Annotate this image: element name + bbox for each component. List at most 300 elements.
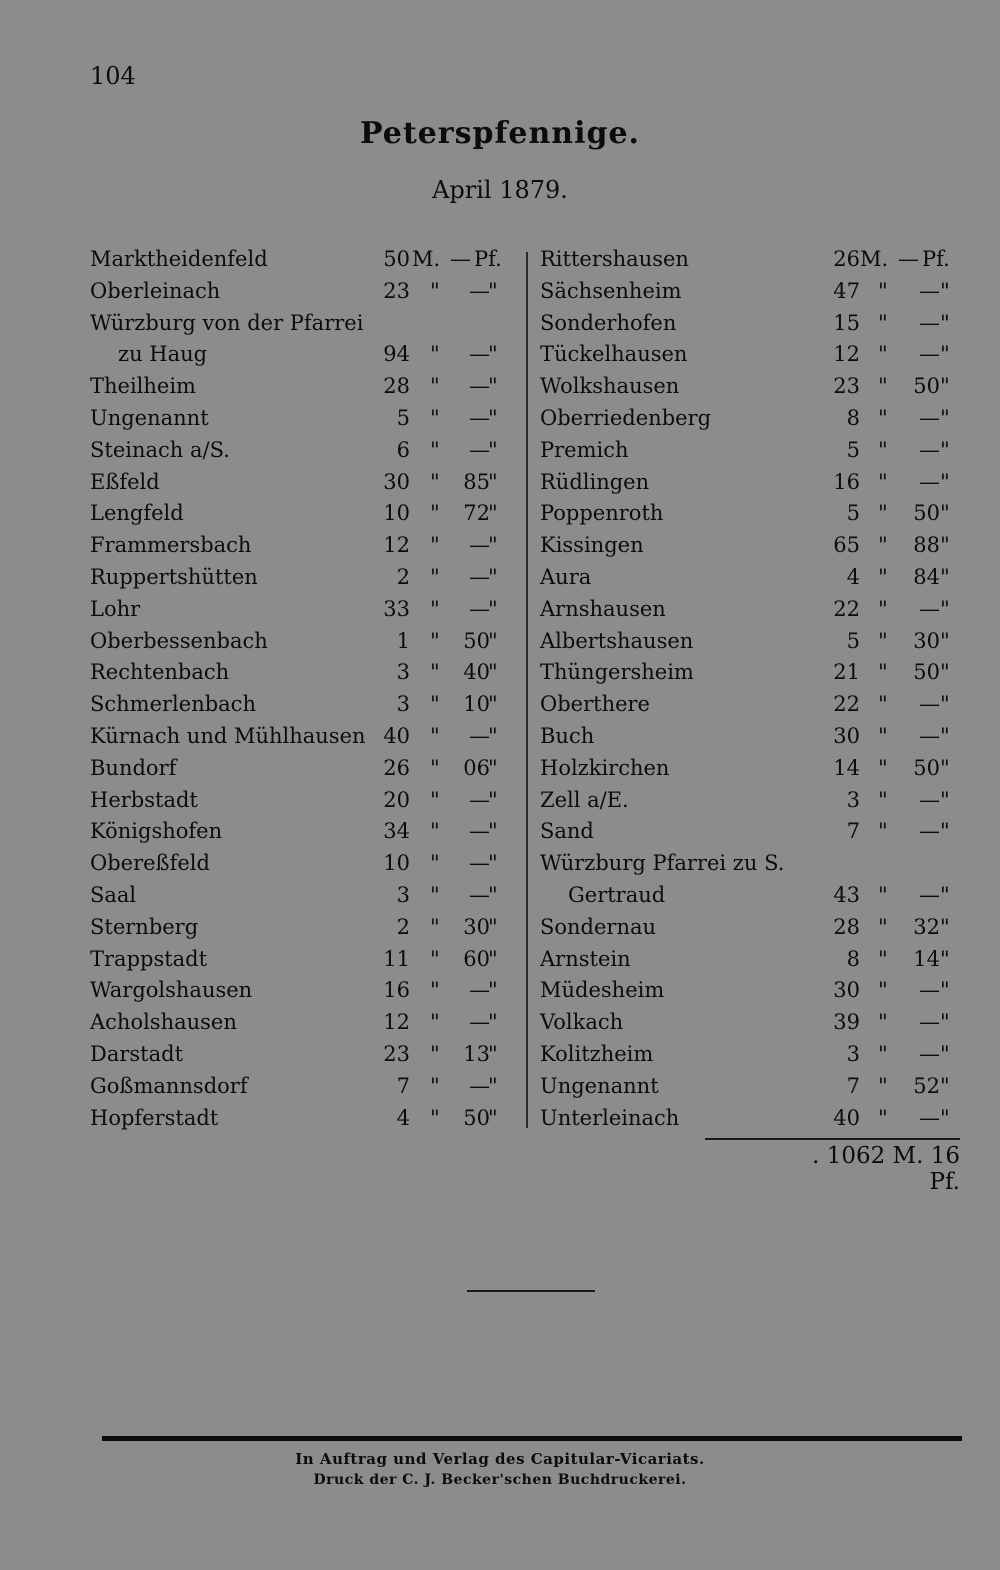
amount-mark: 1 [396,628,410,653]
place-name: Sand [540,819,594,844]
unit-pfennig: Pf. [922,247,950,271]
amount-mark: 3 [396,882,410,907]
amount-pfennig: — [469,533,490,558]
place-name: Obereßfeld [90,851,210,876]
place-name: Sternberg [90,914,199,939]
ditto-mark: " [940,310,950,335]
amount-pfennig: 85 [463,469,490,494]
ditto-mark: " [878,946,888,971]
ditto-mark: " [430,946,440,971]
place-name: Oberleinach [90,278,221,303]
ditto-mark: " [430,564,440,589]
place-name: Arnshausen [540,596,666,621]
ledger-row [540,1071,960,1103]
ditto-mark: " [488,628,498,653]
ditto-mark: " [488,914,498,939]
amount-pfennig: — [469,596,490,621]
place-name: Zell a/E. [540,787,629,812]
ditto-mark: " [488,851,498,876]
total-rule [705,1138,960,1140]
ledger-row [90,753,508,785]
amount-mark: 7 [846,1073,860,1098]
amount-pfennig: 06 [463,755,490,780]
place-name: Bundorf [90,755,177,780]
ledger-row [540,657,960,689]
amount-mark: 40 [833,1105,860,1130]
place-name: Rechtenbach [90,660,230,685]
amount-mark: 3 [846,1041,860,1066]
ledger-row [540,848,960,880]
place-name: Holzkirchen [540,755,670,780]
ledger-row [540,403,960,435]
amount-mark: 28 [833,914,860,939]
amount-pfennig: — [919,787,940,812]
ditto-mark: " [488,405,498,430]
place-name: Kolitzheim [540,1041,654,1066]
amount-pfennig: 30 [463,914,490,939]
ditto-mark: " [878,755,888,780]
ledger-row [90,562,508,594]
amount-mark: 8 [846,405,860,430]
amount-mark: 2 [396,914,410,939]
ditto-mark: " [940,660,950,685]
amount-mark: 26 [383,755,410,780]
amount-mark: 23 [383,1041,410,1066]
place-name: Gertraud [568,882,666,907]
ledger-row [540,1007,960,1039]
ditto-mark: " [940,405,950,430]
ditto-mark: " [940,342,950,367]
amount-mark: 11 [383,946,410,971]
ditto-mark: " [878,437,888,462]
amount-pfennig: — [919,437,940,462]
ditto-mark: " [878,660,888,685]
ditto-mark: " [488,1041,498,1066]
place-name: Sonderhofen [540,310,677,335]
ledger-row [540,721,960,753]
amount-mark: 14 [833,755,860,780]
ledger-row [90,498,508,530]
ditto-mark: " [488,946,498,971]
ditto-mark: " [488,755,498,780]
place-name: Buch [540,723,595,748]
ledger-row [540,594,960,626]
ditto-mark: " [940,882,950,907]
grand-total: . 1062 M. 16 Pf. [812,1143,960,1195]
ledger-row [90,1007,508,1039]
amount-pfennig: — [919,469,940,494]
amount-mark: 4 [396,1105,410,1130]
amount-pfennig: 50 [463,1105,490,1130]
ditto-mark: " [430,628,440,653]
amount-pfennig: — [919,692,940,717]
amount-pfennig: — [469,564,490,589]
end-rule [467,1290,595,1292]
amount-pfennig: 30 [913,628,940,653]
ditto-mark: " [940,787,950,812]
amount-mark: 3 [846,787,860,812]
ditto-mark: " [430,978,440,1003]
ditto-mark: " [488,787,498,812]
ditto-mark: " [878,692,888,717]
ditto-mark: " [488,1010,498,1035]
unit-mark: M. [412,247,441,271]
amount-pfennig: — [469,278,490,303]
place-name: Hopferstadt [90,1105,219,1130]
place-name: Wargolshausen [90,978,253,1003]
amount-pfennig: — [469,978,490,1003]
column-divider [526,252,528,1128]
place-name: Poppenroth [540,501,664,526]
page-number: 104 [90,62,136,90]
ditto-mark: " [940,1010,950,1035]
amount-mark: 12 [383,1010,410,1035]
amount-mark: 30 [383,469,410,494]
ditto-mark: " [488,819,498,844]
ledger-row [90,1071,508,1103]
place-name: Schmerlenbach [90,692,256,717]
ditto-mark: " [488,564,498,589]
amount-mark: 21 [833,660,860,685]
amount-pfennig: — [469,405,490,430]
ledger-row [540,498,960,530]
ditto-mark: " [878,469,888,494]
amount-pfennig: — [469,882,490,907]
place-name: Steinach a/S. [90,437,230,462]
ledger-row [90,244,508,276]
amount-pfennig: 72 [463,501,490,526]
ditto-mark: " [940,533,950,558]
amount-pfennig: — [919,596,940,621]
ledger-row [90,689,508,721]
ledger-row [540,975,960,1007]
ledger-row [540,689,960,721]
place-name: Premich [540,437,629,462]
amount-mark: 40 [383,723,410,748]
ditto-mark: " [878,787,888,812]
footer-rule [102,1436,962,1441]
ledger-row [90,944,508,976]
ledger-row [90,657,508,689]
amount-pfennig: — [469,787,490,812]
amount-pfennig: 50 [913,660,940,685]
ditto-mark: " [940,914,950,939]
ledger-row [540,944,960,976]
ledger-row [90,1039,508,1071]
ditto-mark: " [430,692,440,717]
ditto-mark: " [488,437,498,462]
amount-pfennig: 50 [913,755,940,780]
ditto-mark: " [878,564,888,589]
ditto-mark: " [940,501,950,526]
amount-pfennig: — [919,1041,940,1066]
ledger-row [540,339,960,371]
ledger-row [540,1039,960,1071]
place-name: Oberthere [540,692,650,717]
ledger-row [540,467,960,499]
place-name: Ungenannt [540,1073,659,1098]
place-name: Ungenannt [90,405,209,430]
ditto-mark: " [878,374,888,399]
place-name: Marktheidenfeld [90,247,268,271]
amount-mark: 34 [383,819,410,844]
ditto-mark: " [940,723,950,748]
ditto-mark: " [488,278,498,303]
amount-pfennig: — [469,851,490,876]
place-name: Tückelhausen [540,342,688,367]
ditto-mark: " [878,596,888,621]
ditto-mark: " [430,374,440,399]
amount-pfennig: — [919,1010,940,1035]
ditto-mark: " [430,533,440,558]
amount-mark: 47 [833,278,860,303]
amount-mark: 23 [383,278,410,303]
amount-pfennig: — [469,374,490,399]
ditto-mark: " [430,882,440,907]
amount-mark: 10 [383,851,410,876]
place-name: Lohr [90,596,141,621]
right-column [540,244,960,1134]
amount-pfennig: — [919,405,940,430]
amount-pfennig: — [919,978,940,1003]
ditto-mark: " [430,819,440,844]
printer-line: Druck der C. J. Becker'schen Buchdruckerei. [313,1472,687,1488]
amount-mark: 50 [383,247,410,271]
amount-mark: 65 [833,533,860,558]
amount-pfennig: — [450,247,471,271]
ledger-row [540,880,960,912]
amount-pfennig: — [469,342,490,367]
amount-mark: 3 [396,692,410,717]
ledger-row [540,1103,960,1135]
ditto-mark: " [940,978,950,1003]
ditto-mark: " [430,660,440,685]
ledger-row [540,244,960,276]
amount-mark: 5 [846,437,860,462]
amount-mark: 94 [383,342,410,367]
ditto-mark: " [878,1010,888,1035]
amount-mark: 30 [833,723,860,748]
place-name: Königshofen [90,819,223,844]
ditto-mark: " [430,1010,440,1035]
place-name: Unterleinach [540,1105,680,1130]
ditto-mark: " [488,1073,498,1098]
place-name: Saal [90,882,137,907]
ledger-row [540,785,960,817]
ditto-mark: " [488,882,498,907]
ditto-mark: " [878,978,888,1003]
amount-pfennig: — [919,342,940,367]
amount-pfennig: 32 [913,914,940,939]
amount-mark: 5 [846,501,860,526]
amount-mark: 5 [846,628,860,653]
ditto-mark: " [940,692,950,717]
ditto-mark: " [430,342,440,367]
ditto-mark: " [878,1073,888,1098]
ditto-mark: " [878,914,888,939]
place-name: Oberbessenbach [90,628,268,653]
ledger-row [540,308,960,340]
amount-mark: 26 [833,247,860,271]
ledger-row [90,530,508,562]
ditto-mark: " [940,278,950,303]
ditto-mark: " [488,533,498,558]
ditto-mark: " [430,1073,440,1098]
ditto-mark: " [430,469,440,494]
amount-pfennig: 84 [913,564,940,589]
place-name: Goßmannsdorf [90,1073,248,1098]
place-name: Kissingen [540,533,644,558]
place-name: Würzburg von der Pfarrei [90,310,364,335]
amount-mark: 10 [383,501,410,526]
ledger-row [540,816,960,848]
ledger-row [90,721,508,753]
ditto-mark: " [430,851,440,876]
ditto-mark: " [488,596,498,621]
amount-mark: 12 [833,342,860,367]
ditto-mark: " [940,819,950,844]
amount-pfennig: — [919,278,940,303]
amount-pfennig: 52 [913,1073,940,1098]
ditto-mark: " [878,533,888,558]
place-name: Aura [540,564,592,589]
ditto-mark: " [430,405,440,430]
amount-pfennig: — [469,1010,490,1035]
place-name: Sondernau [540,914,657,939]
place-name: Ruppertshütten [90,564,258,589]
amount-mark: 8 [846,946,860,971]
ledger-row [540,530,960,562]
ditto-mark: " [940,469,950,494]
ditto-mark: " [430,501,440,526]
amount-mark: 12 [383,533,410,558]
place-name: Rittershausen [540,247,689,271]
amount-mark: 23 [833,374,860,399]
place-name: Würzburg Pfarrei zu S. [540,851,785,876]
publisher-line: In Auftrag und Verlag des Capitular-Vicariats. [295,1450,705,1468]
ditto-mark: " [488,1105,498,1130]
amount-pfennig: — [469,1073,490,1098]
ditto-mark: " [940,374,950,399]
ledger-row [90,912,508,944]
place-name: Eßfeld [90,469,160,494]
place-name: Trappstadt [90,946,208,971]
ditto-mark: " [430,596,440,621]
page-subtitle: April 1879. [432,176,568,204]
ditto-mark: " [878,501,888,526]
place-name: Oberriedenberg [540,405,712,430]
amount-pfennig: — [469,819,490,844]
ditto-mark: " [430,1041,440,1066]
amount-pfennig: 50 [463,628,490,653]
amount-mark: 22 [833,692,860,717]
ledger-row [540,912,960,944]
amount-pfennig: — [919,819,940,844]
ditto-mark: " [488,374,498,399]
amount-pfennig: 50 [913,501,940,526]
ditto-mark: " [430,437,440,462]
ledger-row [90,308,508,340]
ditto-mark: " [488,660,498,685]
ledger-row [90,339,508,371]
amount-pfennig: — [919,882,940,907]
unit-mark: M. [860,247,889,271]
amount-pfennig: 14 [913,946,940,971]
ditto-mark: " [878,405,888,430]
amount-pfennig: 60 [463,946,490,971]
ditto-mark: " [488,501,498,526]
ledger-row [540,276,960,308]
place-name: Wolkshausen [540,374,680,399]
ledger-row [540,435,960,467]
amount-mark: 20 [383,787,410,812]
amount-mark: 15 [833,310,860,335]
ledger-row [540,753,960,785]
left-column [90,244,508,1134]
amount-mark: 7 [846,819,860,844]
ledger-row [90,816,508,848]
place-name: Sächsenheim [540,278,682,303]
ditto-mark: " [940,596,950,621]
ledger-row [540,371,960,403]
ditto-mark: " [430,755,440,780]
ledger-row [540,562,960,594]
amount-mark: 5 [396,405,410,430]
ditto-mark: " [488,469,498,494]
place-name: Thüngersheim [540,660,694,685]
ditto-mark: " [488,342,498,367]
ledger-row [90,848,508,880]
amount-pfennig: 50 [913,374,940,399]
ledger-row [90,785,508,817]
amount-mark: 6 [396,437,410,462]
ditto-mark: " [488,978,498,1003]
ditto-mark: " [940,1073,950,1098]
ditto-mark: " [878,882,888,907]
place-name: Herbstadt [90,787,198,812]
ditto-mark: " [430,278,440,303]
ditto-mark: " [940,755,950,780]
ditto-mark: " [878,342,888,367]
amount-pfennig: — [469,437,490,462]
place-name: Lengfeld [90,501,184,526]
amount-pfennig: — [919,723,940,748]
ditto-mark: " [940,628,950,653]
ditto-mark: " [940,946,950,971]
ledger-row [90,276,508,308]
amount-pfennig: 40 [463,660,490,685]
ditto-mark: " [878,278,888,303]
amount-pfennig: 88 [913,533,940,558]
amount-pfennig: — [898,247,919,271]
ditto-mark: " [878,310,888,335]
page-title: Peterspfennige. [360,116,640,151]
ledger-row [90,403,508,435]
ditto-mark: " [940,1041,950,1066]
ditto-mark: " [878,628,888,653]
place-name: Kürnach und Mühlhausen [90,723,366,748]
unit-pfennig: Pf. [474,247,502,271]
place-name: zu Haug [118,342,208,367]
place-name: Volkach [540,1010,624,1035]
ledger-row [90,435,508,467]
ditto-mark: " [488,692,498,717]
place-name: Frammersbach [90,533,252,558]
amount-pfennig: 10 [463,692,490,717]
place-name: Theilheim [90,374,196,399]
ditto-mark: " [878,1041,888,1066]
place-name: Acholshausen [90,1010,237,1035]
